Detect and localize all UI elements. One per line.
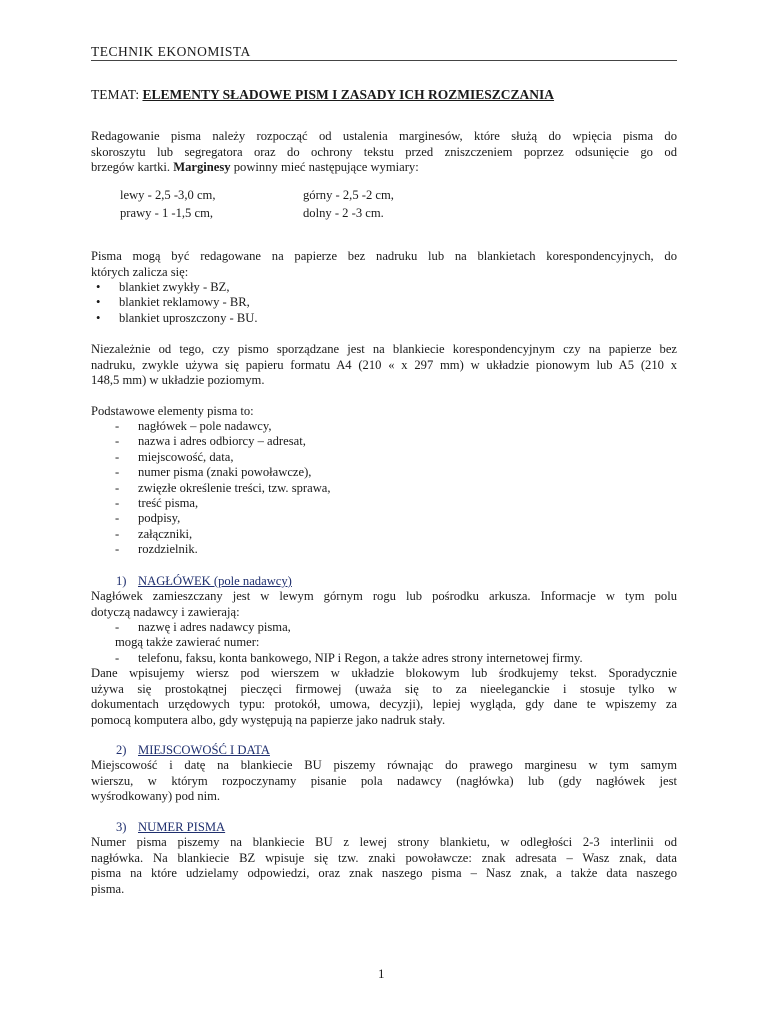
dash: -: [115, 526, 120, 541]
section-line: wierszu, w którym rozpoczynamy pisanie pola nadawcy (nagłówka) lub (gdy nagłówek jest: [91, 773, 677, 788]
margin-bottom: dolny - 2 -3 cm.: [303, 206, 384, 220]
bullet: •: [96, 295, 101, 310]
dash: -: [115, 434, 120, 449]
intro-line: Redagowanie pisma należy rozpocząć od ustalenia marginesów, które służą do wpięcia pisma do: [91, 129, 677, 143]
section-1-paragraph: [91, 589, 677, 620]
list-item: [115, 480, 331, 496]
format-paragraph: [91, 342, 677, 389]
list-item-text: zwięzłe określenie treści, tzw. sprawa,: [138, 480, 331, 495]
intro-line: [91, 160, 677, 176]
list-item: [96, 310, 258, 326]
paper-line: Pisma mogą być redagowane na papierze bez nadruku lub na blankietach korespondencyjnych, do: [91, 249, 677, 263]
section-2-heading: [116, 742, 270, 758]
list-item-text: nagłówek – pole nadawcy,: [138, 419, 272, 433]
list-item: [115, 511, 331, 526]
section-line: nagłówka. Na blankiecie BZ wpisuje się tzw. znaki powoławcze: znak adresata – Wasz znak, data: [91, 850, 677, 865]
dash: -: [115, 542, 120, 557]
list-item: [115, 651, 583, 666]
list-item: [115, 542, 331, 557]
list-item: [115, 434, 331, 449]
section-title: NUMER PISMA: [138, 820, 226, 834]
section-line: pomocą komputera albo, gdy występują na papierze jako nadruk stały.: [91, 712, 446, 727]
margin-right: prawy - 1 -1,5 cm,: [120, 206, 214, 220]
list-item: [115, 419, 331, 434]
paper-types-list: [96, 280, 258, 326]
list-item: [96, 280, 258, 295]
section-number: 2): [116, 743, 127, 757]
list-item-text: rozdzielnik.: [138, 542, 198, 557]
dash: -: [115, 419, 120, 433]
list-item-text: miejscowość, data,: [138, 449, 234, 464]
section-title: NAGŁÓWEK (pole nadawcy): [138, 574, 292, 588]
section-number: 1): [116, 574, 127, 588]
intro-text: brzegów kartki.: [91, 160, 171, 175]
dash: -: [115, 480, 120, 495]
page-number: 1: [378, 966, 385, 981]
section-line: Numer pisma piszemy na blankiecie BU z lewej strony blankietu, w odległości 2-3 interlinii od: [91, 835, 677, 849]
list-item-text: numer pisma (znaki powoławcze),: [138, 465, 312, 480]
bullet: •: [96, 280, 101, 294]
section-line: wyśrodkowany) pod nim.: [91, 789, 221, 804]
elements-heading-text: Podstawowe elementy pisma to:: [91, 404, 254, 418]
topic-subject: ELEMENTY SŁADOWE PISM I ZASADY ICH ROZMIESZCZANIA: [142, 87, 555, 102]
list-item-text: nazwa i adres odbiorcy – adresat,: [138, 434, 306, 449]
list-item: [115, 526, 331, 542]
format-line: Niezależnie od tego, czy pismo sporządzane jest na blankiecie korespondencyjnym czy na papierze bez: [91, 342, 677, 356]
section-line: Miejscowość i datę na blankiecie BU piszemy równając do prawego marginesu w tym samym: [91, 758, 677, 772]
section-line: dotyczą nadawcy i zawierają:: [91, 604, 240, 619]
dash: -: [115, 651, 120, 665]
running-header: [91, 44, 677, 61]
paper-line: których zalicza się:: [91, 264, 189, 279]
intro-text: powinny mieć następujące wymiary:: [233, 160, 419, 175]
section-number: 3): [116, 820, 127, 834]
dash: -: [115, 496, 120, 511]
elements-heading: [91, 404, 677, 420]
section-line: pisma na które udzielamy odpowiedzi, oraz znak naszego pisma – Nasz znak, a także data naszego: [91, 866, 677, 881]
section-line: dokumentach urzędowych typu: protokół, umowa, decyzji), lepiej wygląda, gdy dane te wpiszemy za: [91, 697, 677, 712]
topic-label: TEMAT:: [91, 87, 140, 102]
margin-top: górny - 2,5 -2 cm,: [303, 188, 394, 202]
margins-term: Marginesy: [173, 160, 231, 175]
dash: -: [115, 449, 120, 464]
section-2-paragraph: [91, 758, 677, 805]
paper-paragraph: [91, 249, 677, 280]
also-line: mogą także zawierać numer:: [115, 635, 260, 649]
section-1-paragraph-2: [91, 666, 677, 728]
section-line: używa się prostokątnej pieczęci firmowej (uważa się to za nieeleganckie i stosuje tylko w: [91, 681, 677, 696]
list-item-text: blankiet zwykły - BZ,: [119, 280, 230, 294]
intro-line: skoroszytu lub segregatora oraz do ochrony tekstu przed zniszczeniem poprzez odsunięcie go od: [91, 144, 677, 159]
list-item-text: podpisy,: [138, 511, 181, 526]
list-item: [96, 295, 258, 310]
section-title: MIEJSCOWOŚĆ I DATA: [138, 743, 270, 757]
list-item: [115, 465, 331, 480]
dash: -: [115, 511, 120, 526]
section-3-paragraph: [91, 835, 677, 897]
list-item-text: blankiet reklamowy - BR,: [119, 295, 250, 310]
elements-list: [115, 419, 331, 558]
dash: -: [115, 620, 120, 634]
margin-left: lewy - 2,5 -3,0 cm,: [120, 188, 216, 202]
section-1-heading: [116, 573, 292, 589]
section-line: Dane wpisujemy wiersz pod wierszem w układzie blokowym lub środkujemy tekst. Sporadycznie: [91, 666, 677, 680]
list-item-text: telefonu, faksu, konta bankowego, NIP i Regon, a także adres strony internetowej firmy.: [138, 651, 583, 665]
list-item: [115, 449, 331, 465]
format-line: 148,5 mm) w układzie poziomym.: [91, 373, 265, 388]
list-item-text: nazwę i adres nadawcy pisma,: [138, 620, 291, 634]
section-line: Nagłówek zamieszczany jest w lewym górnym rogu lub pośrodku arkusza. Informacje w tym polu: [91, 589, 677, 603]
topic-line: [91, 87, 554, 103]
list-item-text: załączniki,: [138, 526, 193, 541]
list-item: [115, 496, 331, 511]
section-3-heading: [116, 819, 225, 835]
bullet: •: [96, 310, 101, 325]
intro-paragraph: [91, 129, 677, 176]
header-title: TECHNIK EKONOMISTA: [91, 44, 251, 59]
section-line: pisma.: [91, 881, 125, 896]
sender-list-2: [115, 651, 583, 666]
list-item-text: blankiet uproszczony - BU.: [119, 310, 258, 325]
dash: -: [115, 465, 120, 480]
list-item-text: treść pisma,: [138, 496, 199, 511]
format-line: nadruku, zwykle używa się papieru formatu A4 (210 « x 297 mm) w układzie pionowym lub A5 (210 x: [91, 357, 677, 372]
